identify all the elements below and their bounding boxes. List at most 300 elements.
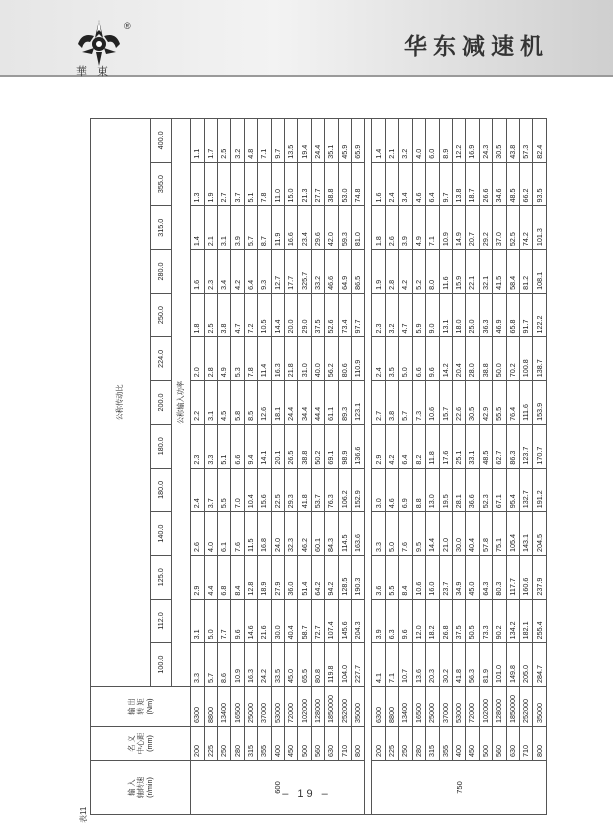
power-cell: 21.8: [285, 337, 298, 381]
power-cell: 2.3: [204, 250, 217, 294]
power-cell: 40.0: [311, 337, 324, 381]
power-cell: 4.8: [244, 118, 257, 162]
center-distance-cell: 200: [372, 727, 385, 761]
power-cell: 2.6: [385, 206, 398, 250]
power-cell: 108.1: [533, 250, 547, 294]
power-cell: 20.0: [285, 293, 298, 337]
power-cell: 15.7: [439, 381, 452, 425]
power-cell: 101.3: [533, 206, 547, 250]
power-cell: 9.6: [231, 599, 244, 643]
power-cell: 24.4: [285, 381, 298, 425]
power-cell: 6.4: [399, 424, 412, 468]
power-cell: 2.4: [191, 468, 204, 512]
center-distance-cell: 250: [399, 727, 412, 761]
power-cell: 81.9: [479, 643, 492, 687]
power-cell: 6.9: [399, 468, 412, 512]
header-ratio-cell: 280.0: [150, 250, 171, 294]
power-cell: 4.1: [372, 643, 385, 687]
power-cell: 29.3: [285, 468, 298, 512]
power-cell: 163.6: [352, 512, 365, 556]
power-cell: 100.8: [519, 337, 532, 381]
power-cell: 13.1: [439, 293, 452, 337]
power-cell: 5.0: [385, 512, 398, 556]
power-cell: 26.6: [479, 162, 492, 206]
torque-cell: 1850000: [325, 687, 338, 727]
power-cell: 60.1: [311, 512, 324, 556]
power-cell: 45.0: [466, 555, 479, 599]
power-cell: 3.6: [372, 555, 385, 599]
center-distance-cell: 280: [412, 727, 425, 761]
power-cell: 33.2: [311, 250, 324, 294]
power-cell: 7.1: [258, 118, 271, 162]
header-line: 中心距: [136, 732, 146, 755]
power-cell: 52.3: [479, 468, 492, 512]
power-cell: 3.2: [231, 118, 244, 162]
power-cell: 284.7: [533, 643, 547, 687]
power-cell: 12.7: [271, 250, 284, 294]
power-cell: 29.0: [298, 293, 311, 337]
power-cell: 24.3: [479, 118, 492, 162]
power-cell: 18.9: [258, 555, 271, 599]
power-cell: 17.6: [439, 424, 452, 468]
power-cell: 58.4: [506, 250, 519, 294]
power-cell: 57.3: [519, 118, 532, 162]
power-cell: 16.3: [271, 337, 284, 381]
power-cell: 3.8: [218, 293, 231, 337]
power-cell: 46.6: [325, 250, 338, 294]
power-cell: 56.3: [466, 643, 479, 687]
power-cell: 1.3: [191, 162, 204, 206]
power-cell: 46.2: [298, 512, 311, 556]
torque-cell: 16500: [412, 687, 425, 727]
center-distance-cell: 450: [285, 727, 298, 761]
power-cell: 9.7: [271, 118, 284, 162]
torque-cell: 72000: [466, 687, 479, 727]
power-cell: 10.6: [412, 555, 425, 599]
power-cell: 13.0: [426, 468, 439, 512]
header-line: (Nm): [145, 698, 155, 715]
power-cell: 37.5: [311, 293, 324, 337]
power-cell: 4.6: [385, 468, 398, 512]
header-ratio-cell: 224.0: [150, 337, 171, 381]
torque-cell: 8800: [385, 687, 398, 727]
power-cell: 44.4: [311, 381, 324, 425]
power-cell: 5.7: [244, 206, 257, 250]
power-cell: 93.5: [533, 162, 547, 206]
power-cell: 2.3: [372, 293, 385, 337]
power-cell: 7.6: [399, 512, 412, 556]
power-cell: 2.4: [372, 337, 385, 381]
power-cell: 145.6: [338, 599, 351, 643]
power-cell: 8.4: [399, 555, 412, 599]
power-cell: 7.8: [258, 162, 271, 206]
power-cell: 6.1: [218, 512, 231, 556]
power-cell: 34.6: [493, 162, 506, 206]
power-cell: 25.1: [452, 424, 465, 468]
power-cell: 7.0: [231, 468, 244, 512]
power-cell: 12.0: [412, 599, 425, 643]
power-cell: 55.5: [493, 381, 506, 425]
torque-cell: 128000: [311, 687, 324, 727]
power-cell: 65.5: [298, 643, 311, 687]
center-distance-cell: 400: [271, 727, 284, 761]
table-row: [426, 118, 439, 814]
torque-cell: 35000: [352, 687, 365, 727]
power-cell: 97.7: [352, 293, 365, 337]
power-cell: 50.2: [311, 424, 324, 468]
power-cell: 4.2: [385, 424, 398, 468]
torque-cell: 102000: [298, 687, 311, 727]
power-cell: 8.9: [439, 118, 452, 162]
power-cell: 2.1: [204, 206, 217, 250]
power-cell: 9.6: [399, 599, 412, 643]
power-cell: 20.3: [426, 643, 439, 687]
torque-cell: 16500: [231, 687, 244, 727]
power-cell: 152.9: [352, 468, 365, 512]
registered-mark: ®: [124, 21, 131, 31]
power-cell: 204.5: [533, 512, 547, 556]
table-row: [218, 118, 231, 814]
power-cell: 2.5: [218, 118, 231, 162]
power-cell: 9.3: [258, 250, 271, 294]
power-cell: 114.5: [338, 512, 351, 556]
power-cell: 3.9: [372, 599, 385, 643]
power-cell: 74.8: [352, 162, 365, 206]
torque-cell: 35000: [533, 687, 547, 727]
power-cell: 35.1: [325, 118, 338, 162]
power-cell: 6.4: [244, 250, 257, 294]
power-cell: 5.2: [412, 250, 425, 294]
power-cell: 10.4: [244, 468, 257, 512]
power-cell: 8.0: [426, 250, 439, 294]
power-cell: 6.3: [385, 599, 398, 643]
header-ratio-cell: 315.0: [150, 206, 171, 250]
power-cell: 5.9: [412, 293, 425, 337]
power-cell: 8.6: [218, 643, 231, 687]
header-ratio-cell: 112.0: [150, 599, 171, 643]
center-distance-cell: 280: [231, 727, 244, 761]
power-cell: 160.6: [519, 555, 532, 599]
header-center-distance: [91, 727, 191, 761]
power-cell: 2.6: [191, 512, 204, 556]
power-cell: 3.3: [372, 512, 385, 556]
power-cell: 3.1: [204, 381, 217, 425]
center-distance-cell: 800: [533, 727, 547, 761]
header-line: 转 矩: [136, 698, 146, 715]
power-cell: 8.8: [412, 468, 425, 512]
power-cell: 21.0: [439, 512, 452, 556]
header-power-title: 公称输入功率: [172, 118, 191, 686]
power-cell: 14.6: [244, 599, 257, 643]
power-cell: 19.5: [439, 468, 452, 512]
power-cell: 28.0: [466, 337, 479, 381]
power-cell: 1.9: [204, 162, 217, 206]
power-cell: 64.9: [338, 250, 351, 294]
center-distance-cell: 315: [244, 727, 257, 761]
center-distance-cell: 250: [218, 727, 231, 761]
power-cell: 48.5: [506, 162, 519, 206]
power-cell: 5.7: [399, 381, 412, 425]
power-cell: 1.9: [372, 250, 385, 294]
power-cell: 9.7: [439, 162, 452, 206]
header-output-torque: [91, 687, 191, 727]
power-cell: 5.0: [204, 599, 217, 643]
input-speed-cell: 600: [191, 761, 365, 815]
power-cell: 111.6: [519, 381, 532, 425]
power-cell: 2.4: [385, 162, 398, 206]
power-cell: 20.7: [466, 206, 479, 250]
power-cell: 149.8: [506, 643, 519, 687]
power-cell: 21.6: [258, 599, 271, 643]
power-cell: 41.8: [452, 643, 465, 687]
power-cell: 170.7: [533, 424, 547, 468]
power-cell: 30.0: [271, 599, 284, 643]
power-cell: 34.9: [452, 555, 465, 599]
brand-title: 华东减速机: [404, 33, 549, 60]
power-cell: 14.1: [258, 424, 271, 468]
power-cell: 38.8: [479, 337, 492, 381]
header-ratio-cell: 100.0: [150, 643, 171, 687]
power-cell: 51.4: [298, 555, 311, 599]
power-cell: 23.7: [439, 555, 452, 599]
table-row: [412, 118, 425, 814]
power-cell: 123.1: [352, 381, 365, 425]
power-cell: 86.3: [506, 424, 519, 468]
power-cell: 3.4: [399, 162, 412, 206]
power-cell: 16.9: [466, 118, 479, 162]
power-cell: 45.0: [285, 643, 298, 687]
logo-text: 華東: [76, 65, 118, 78]
header-ratio-cell: 140.0: [150, 512, 171, 556]
header-line: (mm): [145, 735, 155, 752]
center-distance-cell: 560: [493, 727, 506, 761]
center-distance-cell: 630: [325, 727, 338, 761]
header-line: 输 出: [127, 698, 137, 715]
power-cell: 6.0: [426, 118, 439, 162]
power-cell: 84.3: [325, 512, 338, 556]
power-cell: 14.4: [271, 293, 284, 337]
table-row: [244, 118, 257, 814]
power-cell: 3.4: [218, 250, 231, 294]
torque-cell: 252000: [519, 687, 532, 727]
torque-cell: 25000: [244, 687, 257, 727]
power-cell: 33.1: [466, 424, 479, 468]
power-cell: 24.4: [311, 118, 324, 162]
table-row: [298, 118, 311, 814]
power-cell: 24.2: [258, 643, 271, 687]
center-distance-cell: 560: [311, 727, 324, 761]
center-distance-cell: 710: [338, 727, 351, 761]
power-cell: 1.7: [204, 118, 217, 162]
power-cell: 4.0: [204, 512, 217, 556]
power-cell: 15.0: [285, 162, 298, 206]
power-cell: 14.9: [452, 206, 465, 250]
power-cell: 7.2: [244, 293, 257, 337]
rotated-table-container: [79, 119, 547, 823]
power-cell: 12.8: [244, 555, 257, 599]
power-cell: 3.1: [191, 599, 204, 643]
power-cell: 2.9: [191, 555, 204, 599]
power-cell: 62.7: [493, 424, 506, 468]
header-ratio-cell: 400.0: [150, 118, 171, 162]
power-cell: 58.7: [298, 599, 311, 643]
table-row: [385, 118, 398, 814]
center-distance-cell: 315: [426, 727, 439, 761]
power-cell: 16.3: [244, 643, 257, 687]
power-cell: 26.5: [285, 424, 298, 468]
power-cell: 25.0: [466, 293, 479, 337]
table-row: [352, 118, 365, 814]
power-cell: 53.0: [338, 162, 351, 206]
power-cell: 22.6: [452, 381, 465, 425]
power-cell: 205.0: [519, 643, 532, 687]
header-line: 输 入: [127, 779, 137, 796]
header-ratio-cell: 200.0: [150, 381, 171, 425]
power-cell: 8.2: [412, 424, 425, 468]
power-cell: 36.6: [466, 468, 479, 512]
power-cell: 191.2: [533, 468, 547, 512]
center-distance-cell: 225: [385, 727, 398, 761]
power-cell: 3.2: [385, 293, 398, 337]
power-cell: 80.8: [311, 643, 324, 687]
table-row: [258, 118, 271, 814]
power-cell: 11.0: [271, 162, 284, 206]
power-cell: 50.0: [493, 337, 506, 381]
power-cell: 18.0: [452, 293, 465, 337]
power-cell: 7.1: [385, 643, 398, 687]
power-cell: 237.9: [533, 555, 547, 599]
power-cell: 22.5: [271, 468, 284, 512]
power-cell: 7.7: [218, 599, 231, 643]
power-cell: 4.0: [412, 118, 425, 162]
power-cell: 61.1: [325, 381, 338, 425]
power-cell: 66.2: [519, 162, 532, 206]
power-cell: 10.6: [426, 381, 439, 425]
power-cell: 65.8: [506, 293, 519, 337]
center-distance-cell: 500: [298, 727, 311, 761]
power-cell: 5.1: [244, 162, 257, 206]
power-cell: 95.4: [506, 468, 519, 512]
power-cell: 4.2: [399, 250, 412, 294]
power-cell: 2.0: [191, 337, 204, 381]
power-cell: 2.9: [372, 424, 385, 468]
table-row: [493, 118, 506, 814]
power-cell: 5.7: [204, 643, 217, 687]
power-cell: 73.3: [479, 599, 492, 643]
power-cell: 1.8: [372, 206, 385, 250]
power-cell: 15.6: [258, 468, 271, 512]
power-cell: 132.7: [519, 468, 532, 512]
power-cell: 30.0: [452, 512, 465, 556]
power-cell: 7.8: [244, 337, 257, 381]
power-cell: 81.2: [519, 250, 532, 294]
power-cell: 73.4: [338, 293, 351, 337]
torque-cell: 37000: [439, 687, 452, 727]
power-cell: 64.2: [311, 555, 324, 599]
power-cell: 13.5: [285, 118, 298, 162]
power-cell: 94.2: [325, 555, 338, 599]
power-cell: 16.8: [258, 512, 271, 556]
table-row: [533, 118, 547, 814]
power-cell: 3.7: [231, 162, 244, 206]
power-cell: 4.7: [231, 293, 244, 337]
power-cell: 28.1: [452, 468, 465, 512]
power-cell: 18.1: [271, 381, 284, 425]
power-cell: 3.9: [399, 206, 412, 250]
power-cell: 16.0: [426, 555, 439, 599]
power-cell: 52.5: [506, 206, 519, 250]
power-cell: 3.3: [204, 424, 217, 468]
power-cell: 6.6: [412, 337, 425, 381]
power-cell: 11.8: [426, 424, 439, 468]
power-cell: 2.7: [372, 381, 385, 425]
power-cell: 3.9: [231, 206, 244, 250]
power-cell: 42.0: [325, 206, 338, 250]
power-cell: 27.9: [271, 555, 284, 599]
torque-cell: 72000: [285, 687, 298, 727]
torque-cell: 1850000: [506, 687, 519, 727]
power-cell: 3.1: [218, 206, 231, 250]
power-cell: 9.4: [244, 424, 257, 468]
power-cell: 5.0: [399, 337, 412, 381]
power-cell: 2.8: [385, 250, 398, 294]
center-distance-cell: 500: [479, 727, 492, 761]
header-ratio-cell: 180.0: [150, 424, 171, 468]
power-cell: 3.8: [385, 381, 398, 425]
power-cell: 82.4: [533, 118, 547, 162]
power-cell: 45.9: [338, 118, 351, 162]
power-cell: 34.4: [298, 381, 311, 425]
power-cell: 20.1: [271, 424, 284, 468]
power-cell: 123.7: [519, 424, 532, 468]
center-distance-cell: 400: [452, 727, 465, 761]
torque-cell: 37000: [258, 687, 271, 727]
power-cell: 29.2: [479, 206, 492, 250]
power-cell: 14.2: [439, 337, 452, 381]
power-cell: 1.6: [191, 250, 204, 294]
table-row: [191, 118, 204, 814]
power-cell: 6.6: [231, 424, 244, 468]
power-cell: 138.7: [533, 337, 547, 381]
power-cell: 80.6: [338, 337, 351, 381]
page-number: – 19 –: [282, 788, 331, 800]
torque-cell: 102000: [479, 687, 492, 727]
power-cell: 1.1: [191, 118, 204, 162]
power-cell: 9.6: [426, 337, 439, 381]
power-cell: 1.4: [191, 206, 204, 250]
power-cell: 10.9: [439, 206, 452, 250]
power-cell: 110.9: [352, 337, 365, 381]
power-cell: 3.0: [372, 468, 385, 512]
power-cell: 105.4: [506, 512, 519, 556]
power-cell: 57.8: [479, 512, 492, 556]
power-cell: 5.8: [231, 381, 244, 425]
power-cell: 4.9: [412, 206, 425, 250]
power-cell: 53.7: [311, 468, 324, 512]
power-cell: 10.9: [231, 643, 244, 687]
header-ratio-cell: 125.0: [150, 555, 171, 599]
power-cell: 134.2: [506, 599, 519, 643]
power-cell: 2.2: [191, 381, 204, 425]
power-cell: 72.7: [311, 599, 324, 643]
power-cell: 8.5: [244, 381, 257, 425]
power-cell: 13.8: [452, 162, 465, 206]
power-cell: 76.3: [325, 468, 338, 512]
power-cell: 32.1: [479, 250, 492, 294]
power-cell: 65.9: [352, 118, 365, 162]
power-cell: 31.0: [298, 337, 311, 381]
center-distance-cell: 200: [191, 727, 204, 761]
